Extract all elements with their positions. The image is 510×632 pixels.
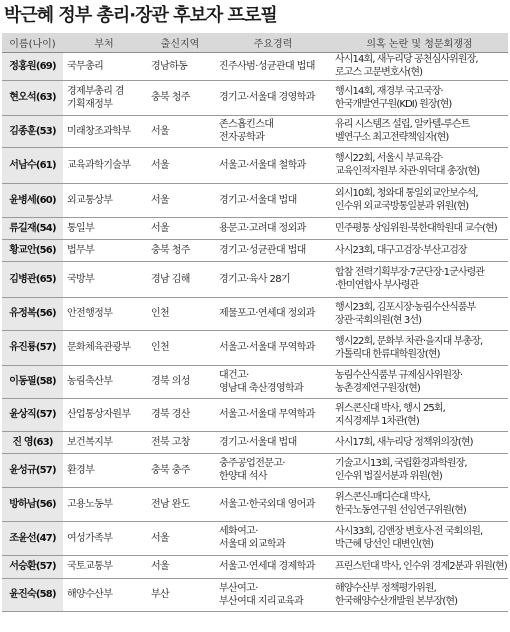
ministry-cell xyxy=(63,365,145,398)
region-cell: 경남 김해 xyxy=(145,261,215,297)
career-cell xyxy=(215,521,331,555)
region-cell: 전남 완도 xyxy=(145,487,215,521)
ministry-cell xyxy=(63,431,145,453)
issues-cell xyxy=(331,297,508,330)
issues-cell xyxy=(331,521,508,555)
region-cell: 충북 충주 xyxy=(145,453,215,487)
career-cell-line: 경기고·서울대 법대 xyxy=(219,436,297,448)
career-cell-line: 진주사범·성균관대 법대 xyxy=(219,60,315,72)
column-header-region: 출신지역 xyxy=(145,33,215,52)
issues-cell xyxy=(331,239,508,261)
issues-cell xyxy=(331,115,508,147)
issues-cell xyxy=(331,555,508,578)
table-row xyxy=(2,115,508,147)
career-cell xyxy=(215,365,331,398)
ministry-cell-line: 통일부 xyxy=(67,222,95,234)
career-cell-line: 서울고·서울대 무역학과 xyxy=(219,342,315,353)
issues-cell xyxy=(331,487,508,521)
issues-cell-line: ·한미연합사 부사령관 xyxy=(335,280,419,291)
issues-cell-line: 행시22회, 서울시 부교육감· xyxy=(335,153,443,164)
ministry-cell xyxy=(63,80,145,115)
ministry-cell xyxy=(63,52,145,80)
career-cell xyxy=(215,297,331,330)
issues-cell-line: 인수위 법질서분과 위원(현) xyxy=(335,471,442,482)
ministry-cell-line: 국방부 xyxy=(67,273,95,285)
ministry-cell xyxy=(63,297,145,330)
issues-cell-line: 벨연구소 최고전략책임자(현) xyxy=(335,132,449,143)
issues-cell-line: 로고스 고문변호사(현) xyxy=(335,67,423,78)
career-cell-line: 경기고·서울대 법대 xyxy=(219,194,297,206)
career-cell xyxy=(215,398,331,431)
career-cell xyxy=(215,80,331,115)
career-cell xyxy=(215,487,331,521)
ministry-cell xyxy=(63,521,145,555)
issues-cell xyxy=(331,431,508,453)
issues-cell-line: 사시14회, 새누리당 공천심사위원장, xyxy=(335,54,478,65)
ministry-cell xyxy=(63,330,145,365)
issues-cell-line: 위스콘신대 박사, 행시 25회, xyxy=(335,402,445,414)
nominee-name: 류길재(54) xyxy=(2,217,63,239)
region-cell: 인천 xyxy=(145,330,215,365)
issues-cell-line: 한국노동연구원 선임연구위원(현) xyxy=(335,505,466,516)
region-cell: 경북 경산 xyxy=(145,398,215,431)
career-cell xyxy=(215,147,331,183)
issues-cell-line: 유리 시스템즈 설립, 알카텔-루슨트 xyxy=(335,119,470,130)
career-cell-line: 서울고·한국외대 영어과 xyxy=(219,498,315,510)
ministry-cell xyxy=(63,261,145,297)
career-cell-line: 경기고·성균관대 법대 xyxy=(219,244,306,256)
nominee-name: 진 영(63) xyxy=(2,431,63,453)
table-row xyxy=(2,297,508,330)
issues-cell xyxy=(331,453,508,487)
issues-cell xyxy=(331,398,508,431)
nominee-name: 서승환(57) xyxy=(2,555,63,578)
nominee-name: 김종훈(53) xyxy=(2,115,63,147)
column-header-issues: 의혹 논란 및 청문회쟁점 xyxy=(331,33,508,52)
career-cell-line: 한양대 석사 xyxy=(219,471,267,482)
career-cell xyxy=(215,183,331,217)
table-row xyxy=(2,398,508,431)
nominee-name: 윤진숙(58) xyxy=(2,578,63,611)
issues-cell xyxy=(331,330,508,365)
ministry-cell-line: 산업통상자원부 xyxy=(67,409,131,420)
career-cell xyxy=(215,555,331,578)
region-cell: 서울 xyxy=(145,521,215,555)
career-cell-line: 서울대 외교학과 xyxy=(219,539,285,550)
issues-cell-line: 기술고시13회, 국립환경과학원장, xyxy=(335,458,467,469)
ministry-cell-line: 국무총리 xyxy=(67,60,104,72)
table-body xyxy=(2,52,508,611)
nominee-name: 유정복(56) xyxy=(2,297,63,330)
career-cell-line: 부산여고· xyxy=(219,582,258,594)
ministry-cell xyxy=(63,453,145,487)
career-cell-line: 제물포고·연세대 정외과 xyxy=(219,308,315,319)
region-cell: 인천 xyxy=(145,297,215,330)
ministry-cell-line: 농림축산부 xyxy=(67,376,113,387)
issues-cell xyxy=(331,578,508,611)
career-cell-line: 경기고·서울대 경영학과 xyxy=(219,92,315,103)
table-row xyxy=(2,431,508,453)
issues-cell-line: 장관·국회의원(현 3선) xyxy=(335,314,422,326)
nominee-name: 현오석(63) xyxy=(2,80,63,115)
ministry-cell xyxy=(63,147,145,183)
issues-cell-line: 합참 전력기획부장·7군단장·1군사령관 xyxy=(335,267,485,278)
ministry-cell-line: 교육과학기술부 xyxy=(67,159,131,171)
region-cell: 충북 청주 xyxy=(145,239,215,261)
table-row xyxy=(2,217,508,239)
career-cell xyxy=(215,330,331,365)
region-cell: 충북 청주 xyxy=(145,80,215,115)
nominee-name: 윤성규(57) xyxy=(2,453,63,487)
career-cell xyxy=(215,453,331,487)
region-cell: 경북 의성 xyxy=(145,365,215,398)
table-row xyxy=(2,261,508,297)
ministry-cell-line: 환경부 xyxy=(67,464,95,476)
table-row xyxy=(2,330,508,365)
ministry-cell xyxy=(63,555,145,578)
region-cell: 서울 xyxy=(145,115,215,147)
career-cell-line: 서울고·연세대 경제학과 xyxy=(219,561,315,572)
table-row xyxy=(2,183,508,217)
issues-cell-line: 지식경제부 1차관(현) xyxy=(335,415,419,427)
issues-cell-line: 교육인적자원부 차관·위덕대 총장(현) xyxy=(335,166,480,177)
issues-cell-line: 위스콘신-매디슨대 박사, xyxy=(335,492,430,503)
table-row xyxy=(2,487,508,521)
nominee-name: 서남수(61) xyxy=(2,147,63,183)
ministry-cell-line: 미래창조과학부 xyxy=(67,125,131,137)
region-cell: 경남하동 xyxy=(145,52,215,80)
ministry-cell-line: 국토교통부 xyxy=(67,561,113,572)
ministry-cell-line: 법무부 xyxy=(67,244,95,256)
ministry-cell-line: 보건복지부 xyxy=(67,436,113,448)
table-row xyxy=(2,52,508,80)
issues-cell-line: 인수위 외교국방통일분과 위원(현) xyxy=(335,201,469,212)
ministry-cell-line: 안전행정부 xyxy=(67,308,113,319)
ministry-cell xyxy=(63,239,145,261)
career-cell xyxy=(215,239,331,261)
nominee-name: 유진룡(57) xyxy=(2,330,63,365)
issues-cell-line: 농촌경제연구원장(현) xyxy=(335,382,420,394)
issues-cell-line: 한국해양수산개발원 본부장(현) xyxy=(335,595,458,607)
issues-cell-line: 가톨릭대 한류대학원장(현) xyxy=(335,348,440,360)
ministry-cell-line: 해양수산부 xyxy=(67,589,113,600)
career-cell-line: 존스홉킨스대 xyxy=(219,119,274,130)
region-cell: 부산 xyxy=(145,578,215,611)
issues-cell-line: 행시23회, 김포시장·농림수산식품부 xyxy=(335,301,476,313)
table-row xyxy=(2,453,508,487)
ministry-cell-line: 여성가족부 xyxy=(67,532,113,544)
column-header-career: 주요경력 xyxy=(215,33,331,52)
career-cell xyxy=(215,261,331,297)
ministry-cell xyxy=(63,398,145,431)
page-title: 박근혜 정부 총리·장관 후보자 프로필 xyxy=(4,5,277,26)
career-cell xyxy=(215,52,331,80)
career-cell-line: 세화여고· xyxy=(219,526,258,537)
table-row xyxy=(2,239,508,261)
issues-cell-line: 행시22회, 문화부 차관·을지대 부총장, xyxy=(335,335,483,347)
nominee-name: 이동필(58) xyxy=(2,365,63,398)
issues-cell-line: 외시10회, 청와대 통일외교안보수석, xyxy=(335,188,478,199)
career-cell-line: 용문고·고려대 정외과 xyxy=(219,222,306,234)
career-cell xyxy=(215,431,331,453)
career-cell-line: 서울고·서울대 무역학과 xyxy=(219,409,315,420)
nominee-name: 윤상직(57) xyxy=(2,398,63,431)
career-cell-line: 부산여대 지리교육과 xyxy=(219,595,304,607)
ministry-cell xyxy=(63,578,145,611)
nominee-name: 윤병세(60) xyxy=(2,183,63,217)
region-cell: 전북 고창 xyxy=(145,431,215,453)
ministry-cell-line: 고용노동부 xyxy=(67,498,113,510)
issues-cell-line: 박근혜 당선인 대변인(현) xyxy=(335,539,434,550)
ministry-cell xyxy=(63,115,145,147)
issues-cell-line: 한국개발연구원(KDI) 원장(현) xyxy=(335,98,452,110)
region-cell: 서울 xyxy=(145,147,215,183)
career-cell-line: 서울고·서울대 철학과 xyxy=(219,159,306,171)
career-cell-line: 경기고·육사 28기 xyxy=(219,273,291,285)
career-cell xyxy=(215,578,331,611)
table-row xyxy=(2,80,508,115)
issues-cell xyxy=(331,365,508,398)
issues-cell-line: 민주평통 상임위원·북한대학원대 교수(현) xyxy=(335,222,497,234)
ministry-cell xyxy=(63,217,145,239)
issues-cell xyxy=(331,80,508,115)
career-cell-line: 전자공학과 xyxy=(219,132,265,143)
nominee-table xyxy=(2,33,508,612)
issues-cell-line: 사시17회, 새누리당 정책위의장(현) xyxy=(335,436,473,448)
issues-cell xyxy=(331,183,508,217)
ministry-cell xyxy=(63,487,145,521)
table-row xyxy=(2,521,508,555)
issues-cell xyxy=(331,261,508,297)
nominee-name: 황교안(56) xyxy=(2,239,63,261)
career-cell-line: 충주공업전문고· xyxy=(219,458,285,469)
issues-cell-line: 사시33회, 김앤장 변호사·전 국회의원, xyxy=(335,526,483,537)
career-cell-line: 영남대 축산경영학과 xyxy=(219,382,304,394)
issues-cell-line: 사시23회, 대구고검장·부산고검장 xyxy=(335,244,467,256)
column-header-ministry: 부처 xyxy=(63,33,145,52)
ministry-cell-line: 경제부총리 겸 xyxy=(67,85,124,97)
region-cell: 서울 xyxy=(145,183,215,217)
issues-cell-line: 프린스턴대 박사, 인수위 경제2분과 위원(현) xyxy=(335,561,507,572)
ministry-cell-line: 외교통상부 xyxy=(67,194,113,206)
issues-cell-line: 농림수산식품부 규제심사위원장· xyxy=(335,369,463,381)
career-cell xyxy=(215,115,331,147)
issues-cell-line: 행시14회, 재경부 국고국장· xyxy=(335,85,443,97)
career-cell xyxy=(215,217,331,239)
nominee-name: 김병관(65) xyxy=(2,261,63,297)
nominee-name: 방하남(56) xyxy=(2,487,63,521)
career-cell-line: 대건고· xyxy=(219,369,249,381)
ministry-cell-line: 기획재정부 xyxy=(67,98,113,110)
ministry-cell xyxy=(63,183,145,217)
table-row xyxy=(2,555,508,578)
table-row xyxy=(2,365,508,398)
nominee-name: 정홍원(69) xyxy=(2,52,63,80)
table-row xyxy=(2,578,508,611)
region-cell: 서울 xyxy=(145,217,215,239)
table-header-row xyxy=(2,33,508,52)
issues-cell-line: 해양수산부 정책평가위원, xyxy=(335,582,436,594)
issues-cell xyxy=(331,52,508,80)
nominee-name: 조윤선(47) xyxy=(2,521,63,555)
table-row xyxy=(2,147,508,183)
region-cell: 서울 xyxy=(145,555,215,578)
column-header-name: 이름(나이) xyxy=(2,33,63,52)
issues-cell xyxy=(331,217,508,239)
ministry-cell-line: 문화체육관광부 xyxy=(67,342,131,353)
issues-cell xyxy=(331,147,508,183)
